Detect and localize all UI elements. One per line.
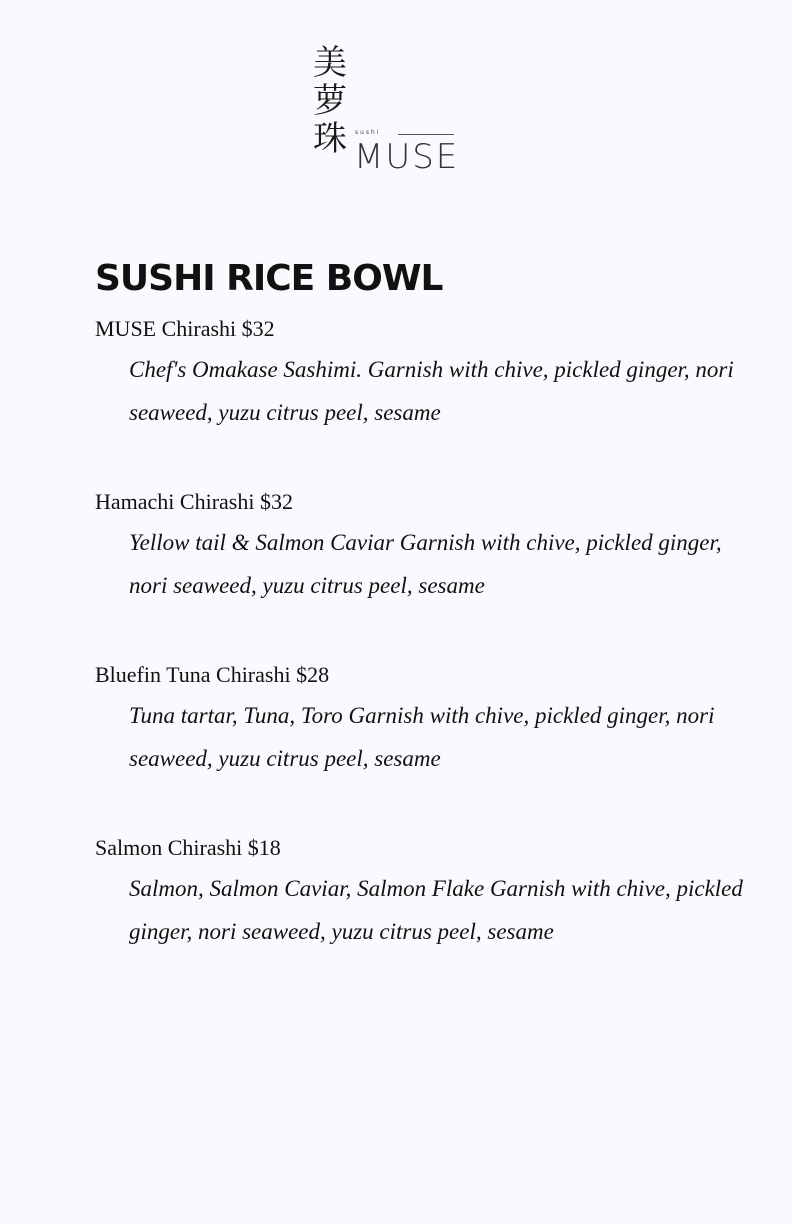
menu-item <box>95 656 755 829</box>
logo-char: 美 <box>313 43 347 83</box>
menu-list <box>95 310 755 1002</box>
logo-divider <box>398 134 454 135</box>
logo-char: 萝 <box>313 81 347 121</box>
menu-item-description: Salmon, Salmon Caviar, Salmon Flake Garnish with chive, pickled ginger, nori seaweed, yuzu citrus peel, sesame <box>129 876 743 944</box>
logo-char: 珠 <box>313 119 347 159</box>
section-title: SUSHI RICE BOWL <box>95 258 443 299</box>
menu-item <box>95 483 755 656</box>
menu-item-description: Chef's Omakase Sashimi. Garnish with chive, pickled ginger, nori seaweed, yuzu citrus peel, sesame <box>129 357 734 425</box>
menu-item-title: Salmon Chirashi $18 <box>95 835 281 860</box>
logo-wordmark: MUSE <box>354 137 460 177</box>
menu-item <box>95 829 755 1002</box>
menu-item <box>95 310 755 483</box>
logo-chinese-characters <box>308 44 352 158</box>
menu-item-title: Hamachi Chirashi $32 <box>95 489 293 514</box>
logo-sushi-label: sushi <box>355 129 381 136</box>
menu-item-title: Bluefin Tuna Chirashi $28 <box>95 662 330 687</box>
menu-item-description: Yellow tail & Salmon Caviar Garnish with chive, pickled ginger, nori seaweed, yuzu citrus peel, sesame <box>129 530 722 598</box>
sushi-muse-logo <box>308 43 468 177</box>
menu-item-title: MUSE Chirashi $32 <box>95 316 275 341</box>
menu-item-description: Tuna tartar, Tuna, Toro Garnish with chive, pickled ginger, nori seaweed, yuzu citrus peel, sesame <box>129 703 715 771</box>
